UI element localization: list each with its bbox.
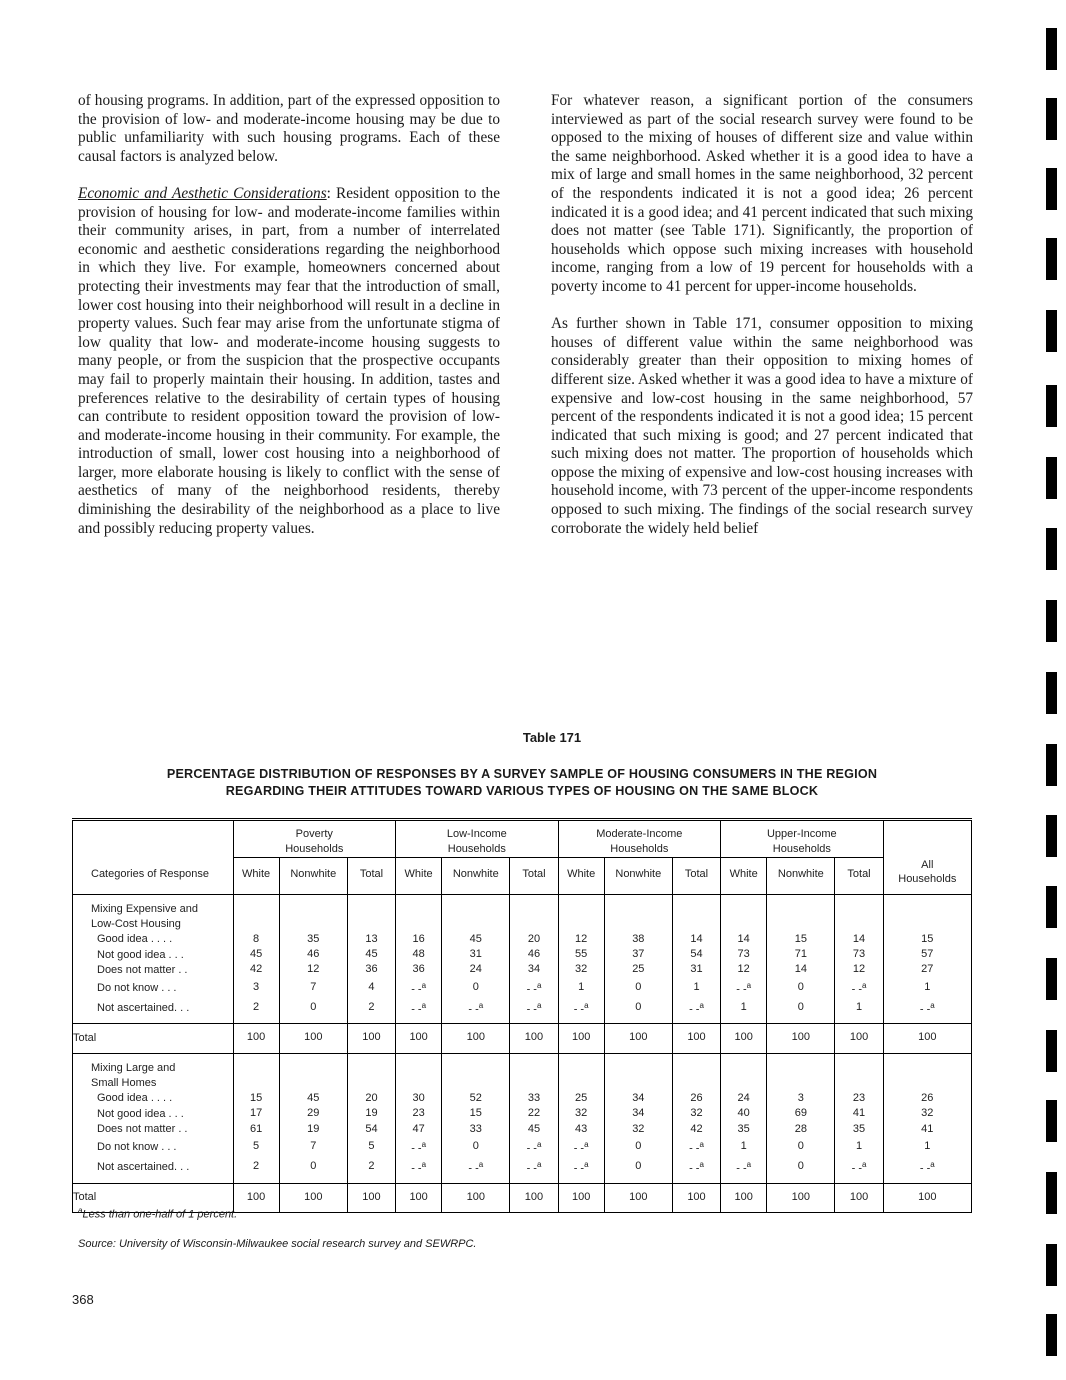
page-number: 368 <box>72 1292 94 1307</box>
table-cell: 54 <box>347 1122 395 1137</box>
table-row <box>73 1137 972 1157</box>
right-text-column <box>551 92 973 557</box>
total-cell: 100 <box>558 1024 604 1053</box>
table-cell: 1 <box>883 978 971 998</box>
table-cell: - -$^a$ <box>396 998 442 1018</box>
table-cell: 0 <box>279 998 347 1018</box>
empty-cell <box>767 1053 835 1091</box>
group-header: Moderate-Income Households <box>558 820 721 858</box>
binding-mark <box>1046 238 1057 280</box>
row-label: Do not know . . . <box>73 978 234 998</box>
table-cell: - -$^a$ <box>510 998 558 1018</box>
empty-cell <box>883 894 971 932</box>
table-cell: 1 <box>883 1137 971 1157</box>
col-header: White <box>233 858 279 895</box>
footnote <box>78 1206 237 1221</box>
group-header: Low-Income Households <box>396 820 559 858</box>
table-cell: 14 <box>721 932 767 947</box>
table-cell: 5 <box>233 1137 279 1157</box>
table-cell: 19 <box>279 1122 347 1137</box>
table-cell: 41 <box>835 1106 883 1121</box>
table-cell: 34 <box>604 1091 672 1106</box>
sub-header-row <box>73 858 972 895</box>
table-cell: 38 <box>604 932 672 947</box>
binding-mark <box>1046 1172 1057 1214</box>
section-title: Mixing Large and Small Homes <box>73 1053 234 1091</box>
row-label: Not ascertained. . . <box>73 1157 234 1177</box>
table-cell: 45 <box>510 1122 558 1137</box>
table-cell: 55 <box>558 947 604 962</box>
table-cell: 1 <box>558 978 604 998</box>
row-label: Good idea . . . . <box>73 1091 234 1106</box>
table-cell: 8 <box>233 932 279 947</box>
left-text-column <box>78 92 500 557</box>
table-cell: - -$^a$ <box>883 998 971 1018</box>
table-cell: 20 <box>347 1091 395 1106</box>
total-cell: 100 <box>883 1183 971 1212</box>
empty-cell <box>233 1053 279 1091</box>
table-title-line: PERCENTAGE DISTRIBUTION OF RESPONSES BY A SURVEY SAMPLE OF HOUSING CONSUMERS IN THE REGION <box>166 767 878 781</box>
table-cell: 15 <box>883 932 971 947</box>
total-cell: 100 <box>835 1183 883 1212</box>
table-cell: 25 <box>558 1091 604 1106</box>
binding-mark <box>1046 1314 1057 1356</box>
table-cell: 15 <box>767 932 835 947</box>
table-cell: 32 <box>558 962 604 977</box>
table-cell: 45 <box>279 1091 347 1106</box>
empty-cell <box>883 1053 971 1091</box>
table-cell: 0 <box>604 978 672 998</box>
table-title-line: REGARDING THEIR ATTITUDES TOWARD VARIOUS TYPES OF HOUSING ON THE SAME BLOCK <box>225 784 819 798</box>
col-header: Total <box>835 858 883 895</box>
table-cell: 35 <box>721 1122 767 1137</box>
total-cell: 100 <box>721 1024 767 1053</box>
binding-mark <box>1046 168 1057 210</box>
binding-mark <box>1046 886 1057 928</box>
table-cell: - -$^a$ <box>721 1157 767 1177</box>
table-cell: 34 <box>510 962 558 977</box>
table-cell: - -$^a$ <box>442 998 510 1018</box>
paragraph: As further shown in Table 171, consumer opposition to mixing houses of different value within the same neighborhood was considerably greater than their opposition to mixing homes of different size. Asked whether it was a good idea to have a mixture of expensive and low-cost housing in the same neighborhood, 57 percent of the respondents indicated it is not a good idea; 15 percent indicated that such mixing is good; and 27 percent indicated that such mixing does not matter. The proportion of households which oppose the mixing of expensive and low-cost housing increases with household income, with 73 percent of the upper-income respondents opposed to such mixing. The findings of the social research survey corroborate the widely held belief <box>551 315 973 537</box>
table-cell: 46 <box>279 947 347 962</box>
col-header: Total <box>672 858 720 895</box>
total-label: Total <box>73 1183 234 1212</box>
category-header-spacer <box>73 820 234 858</box>
binding-mark <box>1046 1030 1057 1072</box>
total-cell: 100 <box>767 1183 835 1212</box>
table-cell: 0 <box>442 1137 510 1157</box>
empty-cell <box>279 1053 347 1091</box>
table-cell: 1 <box>721 1137 767 1157</box>
table-title <box>72 766 972 800</box>
table-cell: - -$^a$ <box>558 1137 604 1157</box>
col-header: Total <box>347 858 395 895</box>
empty-cell <box>558 894 604 932</box>
paragraph <box>78 185 500 538</box>
empty-cell <box>396 894 442 932</box>
total-cell: 100 <box>442 1183 510 1212</box>
table-cell: - -$^a$ <box>510 1157 558 1177</box>
col-header: White <box>721 858 767 895</box>
table-cell: 14 <box>767 962 835 977</box>
table-cell: 40 <box>721 1106 767 1121</box>
table-cell: 3 <box>233 978 279 998</box>
row-label: Good idea . . . . <box>73 932 234 947</box>
table-cell: 48 <box>396 947 442 962</box>
binding-mark <box>1046 744 1057 786</box>
table-cell: 0 <box>767 978 835 998</box>
table-cell: 0 <box>279 1157 347 1177</box>
binding-mark <box>1046 457 1057 499</box>
empty-cell <box>604 894 672 932</box>
binding-mark <box>1046 98 1057 140</box>
total-cell: 100 <box>279 1024 347 1053</box>
table-cell: 29 <box>279 1106 347 1121</box>
col-header: Nonwhite <box>442 858 510 895</box>
col-header: Nonwhite <box>279 858 347 895</box>
table-cell: 32 <box>558 1106 604 1121</box>
table-row <box>73 1157 972 1177</box>
table-cell: - -$^a$ <box>672 1157 720 1177</box>
total-cell: 100 <box>510 1024 558 1053</box>
section-title: Mixing Expensive and Low-Cost Housing <box>73 894 234 932</box>
binding-mark <box>1046 528 1057 570</box>
table-row <box>73 962 972 977</box>
source-note: Source: University of Wisconsin-Milwaukee social research survey and SEWRPC. <box>78 1238 477 1250</box>
table-cell: 27 <box>883 962 971 977</box>
table-cell: 26 <box>883 1091 971 1106</box>
empty-cell <box>721 894 767 932</box>
empty-cell <box>767 894 835 932</box>
table-row <box>73 1106 972 1121</box>
row-label: Does not matter . . <box>73 962 234 977</box>
total-cell: 100 <box>510 1183 558 1212</box>
binding-mark <box>1046 28 1057 70</box>
empty-cell <box>442 1053 510 1091</box>
group-header: Upper-Income Households <box>721 820 884 858</box>
table-cell: 57 <box>883 947 971 962</box>
table-cell: 24 <box>442 962 510 977</box>
table-cell: - -$^a$ <box>442 1157 510 1177</box>
row-label: Not ascertained. . . <box>73 998 234 1018</box>
table-cell: 0 <box>604 998 672 1018</box>
table-cell: 12 <box>721 962 767 977</box>
binding-mark <box>1046 958 1057 1000</box>
table-cell: - -$^a$ <box>672 1137 720 1157</box>
table-cell: 3 <box>767 1091 835 1106</box>
table-cell: - -$^a$ <box>396 1137 442 1157</box>
paragraph-body: : Resident opposition to the provision of housing for low- and moderate-income families within their community arises, in part, from a number of interrelated economic and aesthetic considerations regarding the neighborhood in which they live. For example, homeowners concerned about protecting their investments may fear that the introduction of small, lower cost housing into their neighborhood will result in a decline in property values. Such fear may arise from the unfortunate stigma of low quality that low- and moderate-income housing suggests to many people, or from the suspicion that the prospective occupants may fail to properly maintain their housing. In addition, tastes and preferences relative to the desirability of certain types of housing can contribute to resident opposition toward the provision of low- and moderate-income housing in their community. For example, the introduction of small, lower cost housing into a neighborhood of larger, more elaborate housing is likely to conflict with the sense of aesthetics of many of the neighborhood residents, thereby diminishing the desirability of the neighborhood as a place to live and possibly reducing property values. <box>78 184 500 537</box>
row-label: Does not matter . . <box>73 1122 234 1137</box>
empty-cell <box>233 894 279 932</box>
table-cell: 35 <box>835 1122 883 1137</box>
row-label: Do not know . . . <box>73 1137 234 1157</box>
table-cell: 2 <box>233 1157 279 1177</box>
empty-cell <box>604 1053 672 1091</box>
col-header: Nonwhite <box>604 858 672 895</box>
table-cell: - -$^a$ <box>835 1157 883 1177</box>
table-cell: - -$^a$ <box>721 978 767 998</box>
table-cell: 43 <box>558 1122 604 1137</box>
total-cell: 100 <box>442 1024 510 1053</box>
empty-cell <box>721 1053 767 1091</box>
table-cell: 16 <box>396 932 442 947</box>
binding-mark <box>1046 1100 1057 1142</box>
paragraph: of housing programs. In addition, part of the expressed opposition to the provision of low- and moderate-income housing may be due to public unfamiliarity with such housing programs. Each of these causal factors is analyzed below. <box>78 92 500 165</box>
total-cell: 100 <box>604 1183 672 1212</box>
table-cell: 12 <box>279 962 347 977</box>
table-cell: 28 <box>767 1122 835 1137</box>
col-header: Nonwhite <box>767 858 835 895</box>
row-label: Not good idea . . . <box>73 947 234 962</box>
total-cell: 100 <box>347 1024 395 1053</box>
table-cell: 1 <box>835 1137 883 1157</box>
empty-cell <box>347 894 395 932</box>
table-cell: 33 <box>442 1122 510 1137</box>
total-cell: 100 <box>396 1024 442 1053</box>
col-header: White <box>396 858 442 895</box>
binding-mark <box>1046 310 1057 352</box>
table-cell: - -$^a$ <box>672 998 720 1018</box>
total-cell: 100 <box>604 1024 672 1053</box>
table-cell: 73 <box>835 947 883 962</box>
table-cell: 42 <box>672 1122 720 1137</box>
footnote-mark: a <box>78 1206 83 1215</box>
table-cell: - -$^a$ <box>558 1157 604 1177</box>
table-label: Table 171 <box>522 730 582 745</box>
table-cell: 25 <box>604 962 672 977</box>
table-cell: 12 <box>835 962 883 977</box>
table-cell: 46 <box>510 947 558 962</box>
table-cell: 37 <box>604 947 672 962</box>
empty-cell <box>835 1053 883 1091</box>
table-cell: 61 <box>233 1122 279 1137</box>
table-cell: 19 <box>347 1106 395 1121</box>
empty-cell <box>510 1053 558 1091</box>
table-cell: - -$^a$ <box>558 998 604 1018</box>
table-cell: 69 <box>767 1106 835 1121</box>
empty-cell <box>835 894 883 932</box>
table-cell: 0 <box>604 1137 672 1157</box>
col-header: Total <box>510 858 558 895</box>
empty-cell <box>558 1053 604 1091</box>
table-cell: 2 <box>347 1157 395 1177</box>
total-cell: 100 <box>233 1183 279 1212</box>
table-cell: - -$^a$ <box>510 978 558 998</box>
table-cell: - -$^a$ <box>510 1137 558 1157</box>
table-cell: 36 <box>347 962 395 977</box>
total-label: Total <box>73 1024 234 1053</box>
empty-cell <box>396 1053 442 1091</box>
binding-mark <box>1046 672 1057 714</box>
total-cell: 100 <box>767 1024 835 1053</box>
empty-cell <box>279 894 347 932</box>
table-cell: 45 <box>233 947 279 962</box>
table-cell: 45 <box>442 932 510 947</box>
table-cell: 2 <box>233 998 279 1018</box>
table-cell: 52 <box>442 1091 510 1106</box>
table-cell: 33 <box>510 1091 558 1106</box>
table-cell: 45 <box>347 947 395 962</box>
table-cell: 7 <box>279 1137 347 1157</box>
col-header: White <box>558 858 604 895</box>
table-cell: 36 <box>396 962 442 977</box>
section-title-row <box>73 1053 972 1091</box>
table-row <box>73 998 972 1018</box>
empty-cell <box>347 1053 395 1091</box>
table-cell: 15 <box>233 1091 279 1106</box>
row-label: Not good idea . . . <box>73 1106 234 1121</box>
table-cell: 1 <box>672 978 720 998</box>
table-cell: 0 <box>604 1157 672 1177</box>
table-cell: 13 <box>347 932 395 947</box>
total-cell: 100 <box>883 1024 971 1053</box>
table-cell: 15 <box>442 1106 510 1121</box>
table-cell: 1 <box>835 998 883 1018</box>
category-header: Categories of Response <box>73 858 234 895</box>
table-cell: 32 <box>883 1106 971 1121</box>
table-cell: 5 <box>347 1137 395 1157</box>
table-cell: - -$^a$ <box>396 978 442 998</box>
table-cell: 32 <box>672 1106 720 1121</box>
table-cell: 14 <box>672 932 720 947</box>
all-households-header-spacer <box>883 820 971 858</box>
table-row <box>73 978 972 998</box>
footnote-text: Less than one-half of 1 percent. <box>82 1208 238 1221</box>
table-cell: 30 <box>396 1091 442 1106</box>
table-cell: 42 <box>233 962 279 977</box>
section-title-row <box>73 894 972 932</box>
table-cell: 0 <box>442 978 510 998</box>
table-cell: 71 <box>767 947 835 962</box>
table-cell: 12 <box>558 932 604 947</box>
table-row <box>73 1122 972 1137</box>
total-cell: 100 <box>233 1024 279 1053</box>
table-row <box>73 932 972 947</box>
table-cell: - -$^a$ <box>396 1157 442 1177</box>
table-cell: 31 <box>672 962 720 977</box>
table-cell: 2 <box>347 998 395 1018</box>
table-cell: 22 <box>510 1106 558 1121</box>
table-cell: 0 <box>767 1157 835 1177</box>
binding-mark <box>1046 815 1057 857</box>
table-cell: 34 <box>604 1106 672 1121</box>
table-cell: 0 <box>767 998 835 1018</box>
table-cell: 23 <box>396 1106 442 1121</box>
table-cell: 31 <box>442 947 510 962</box>
table-cell: 73 <box>721 947 767 962</box>
paragraph: For whatever reason, a significant portion of the consumers interviewed as part of the social research survey were found to be opposed to the mixing of houses of different size and value within the same neighborhood. Asked whether it is a good idea to have a mix of large and small homes in the same neighborhood, 32 percent of the respondents indicated it is not a good idea; 26 percent indicated it is a good idea; and 41 percent indicated that such mixing does not matter (see Table 171). Significantly, the proportion of households which oppose such mixing increases with household income, ranging from a low of 19 percent for households with a poverty income to 41 percent for upper-income households. <box>551 92 973 295</box>
empty-cell <box>510 894 558 932</box>
table-heading <box>72 730 972 800</box>
table-row <box>73 1091 972 1106</box>
table-cell: 41 <box>883 1122 971 1137</box>
binding-mark <box>1046 385 1057 427</box>
table-cell: 0 <box>767 1137 835 1157</box>
table-cell: 20 <box>510 932 558 947</box>
table-cell: 17 <box>233 1106 279 1121</box>
total-cell: 100 <box>396 1183 442 1212</box>
table-cell: 35 <box>279 932 347 947</box>
empty-cell <box>672 1053 720 1091</box>
table-row <box>73 947 972 962</box>
table-cell: 24 <box>721 1091 767 1106</box>
total-cell: 100 <box>558 1183 604 1212</box>
table-cell: 14 <box>835 932 883 947</box>
empty-cell <box>442 894 510 932</box>
table-cell: 1 <box>721 998 767 1018</box>
total-row <box>73 1024 972 1053</box>
group-header-row <box>73 820 972 858</box>
section-heading: Economic and Aesthetic Considerations <box>78 184 327 202</box>
binding-mark <box>1046 600 1057 642</box>
table-cell: 7 <box>279 978 347 998</box>
total-cell: 100 <box>835 1024 883 1053</box>
table-cell: - -$^a$ <box>835 978 883 998</box>
binding-mark <box>1046 1244 1057 1286</box>
table-cell: 32 <box>604 1122 672 1137</box>
table-body <box>73 894 972 1213</box>
total-cell: 100 <box>347 1183 395 1212</box>
total-cell: 100 <box>672 1024 720 1053</box>
empty-cell <box>672 894 720 932</box>
table-cell: 54 <box>672 947 720 962</box>
table-cell: 4 <box>347 978 395 998</box>
table-cell: 23 <box>835 1091 883 1106</box>
data-table <box>72 818 972 1213</box>
group-header: Poverty Households <box>233 820 396 858</box>
total-cell: 100 <box>721 1183 767 1212</box>
table-cell: - -$^a$ <box>883 1157 971 1177</box>
total-cell: 100 <box>672 1183 720 1212</box>
table-cell: 26 <box>672 1091 720 1106</box>
all-households-header: All Households <box>883 858 971 895</box>
table-cell: 47 <box>396 1122 442 1137</box>
total-cell: 100 <box>279 1183 347 1212</box>
